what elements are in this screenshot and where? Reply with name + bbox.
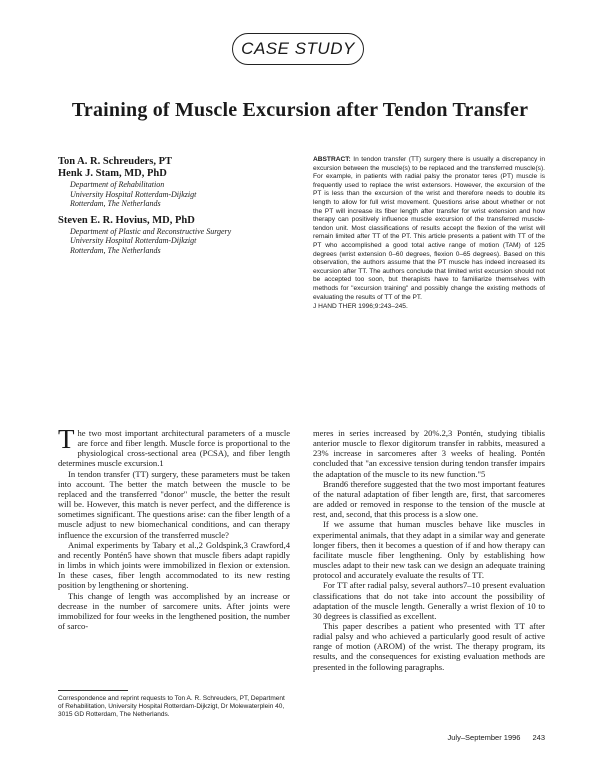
section-label: CASE STUDY xyxy=(241,39,355,58)
body-paragraph: This change of length was accomplished by an increase or decrease in the number of sarcomere units. After joints were immobilized for four weeks in the lengthened position, the number of sarco- xyxy=(58,590,290,631)
body-paragraph: In tendon transfer (TT) surgery, these parameters must be taken into account. The better the match between the muscle to be replaced and the transferred "donor" muscle, the better the result will be. However, this match is never perfect, and the difference is sometimes significant. The questions arise: can the fiber length of a muscle adjust to new biomechanical conditions, and can therapy influence the excursion of the transferred muscle? xyxy=(58,468,290,540)
drop-cap: T xyxy=(58,424,75,454)
author-affiliation-line: Department of Plastic and Reconstructive Surgery xyxy=(70,226,232,236)
body-paragraph: For TT after radial palsy, several authors7–10 present evaluation classifications that do not take into account the possibility of adaptation of the muscle length. Generally a wrist flexion of 10 to 30 degrees is classified as excellent. xyxy=(313,580,545,621)
footnote-divider xyxy=(58,690,128,691)
author-block xyxy=(58,156,298,255)
body-paragraph: If we assume that human muscles behave like muscles in experimental animals, that they adapt in a similar way and generate longer fibers, then it becomes a question of if and how therapy can facilitate muscle fiber lengthening. Only by establishing how muscles adapt to their new task can we design an adequate training protocol and accurately evaluate the results of TT. xyxy=(313,519,545,581)
body-column-left xyxy=(58,424,290,631)
body-paragraph: The two most important architectural parameters of a muscle are force and fiber length. Muscle force is proportional to the physiological cross-sectional area (PCSA), and fiber length determines muscle excursion.1 xyxy=(58,424,290,469)
author-name: Ton A. R. Schreuders, PT xyxy=(58,156,173,167)
author-name: Henk J. Stam, MD, PhD xyxy=(58,168,167,179)
page-footer xyxy=(313,733,545,742)
abstract-text: In tendon transfer (TT) surgery there is usually a discrepancy in excursion between the muscle(s) to be replaced and the transferred muscle(s). For example, in patients with radial palsy the pronator teres (PT) muscle is frequently used to replace the wrist extensors. However, the excursion of the PT is less than the excursion of the wrist and therefore needs to double its length to allow for full wrist movement. Questions arise about whether or not the PT will increase its fiber length after transfer for wrist extension and how therapy can positively influence muscle excursion of the transferred muscle-tendon unit. Most classifications of results accept the flexion of the wrist will remain limited after TT of the PT. This article presents a patient with TT of the PT who accomplished a good total active range of motion (TAM) of 125 degrees (wrist extension 0–60 degrees, flexion 0–65 degrees). Based on this observation, the authors assume that the PT muscle has indeed increased its excursion after TT. The authors conclude that limited wrist excursion should not be accepted too soon, but therapists have to familiarize themselves with methods for "excursion training" and possibly change the existing methods of evaluating the results of TT of the PT. xyxy=(313,156,545,301)
body-paragraph: Animal experiments by Tabary et al.,2 Goldspink,3 Crawford,4 and recently Pontén5 have shown that muscle fibers adapt rapidly in limbs in which joints were immobilized in flexion or extension. In these cases, fiber length accommodated to its new resting position by lengthening or shortening. xyxy=(58,539,290,591)
abstract xyxy=(313,156,545,312)
correspondence-footnote: Correspondence and reprint requests to Ton A. R. Schreuders, PT, Department of Rehabilitation, University Hospital Rotterdam-Dijkzigt, Dr Molewaterplein 40, 3015 GD Rotterdam, The Netherlands. xyxy=(58,695,285,719)
page-number: 243 xyxy=(532,733,545,742)
body-paragraph: Brand6 therefore suggested that the two most important features of the natural adaptation of fiber length are, first, that sarcomeres are added or removed in response to the tension of the muscle at rest, and, second, that this process is a slow one. xyxy=(313,478,545,520)
author-name: Steven E. R. Hovius, MD, PhD xyxy=(58,214,195,226)
section-label-box xyxy=(232,33,364,65)
body-paragraph: meres in series increased by 20%.2,3 Pontén, studying tibialis anterior muscle to flexor digitorum transfer in rabbits, measured a 23% increase in sarcomeres after 3 weeks of healing. Pontén concluded that "an excessive tension during tendon transfer impairs the adaptation of the muscle to its new function."5 xyxy=(313,428,545,479)
body-paragraph: This paper describes a patient who presented with TT after radial palsy and who achieved a particularly good result of active range of motion (AROM) of the wrist. The therapy program, its results, and the consequences for existing evaluation methods are presented in the following paragraphs. xyxy=(313,620,545,672)
body-column-right xyxy=(313,428,545,672)
abstract-label: ABSTRACT: xyxy=(313,156,351,163)
article-title: Training of Muscle Excursion after Tendon Transfer xyxy=(71,99,529,121)
author-affiliation-line: Rotterdam, The Netherlands xyxy=(70,245,161,255)
author-affiliation-line: University Hospital Rotterdam-Dijkzigt xyxy=(70,236,197,245)
author-affiliation-line: Department of Rehabilitation xyxy=(70,180,165,189)
journal-citation: J HAND THER 1996;9:243–245. xyxy=(313,303,408,311)
author-affiliation-line: Rotterdam, The Netherlands xyxy=(70,199,161,208)
issue-date: July–September 1996 xyxy=(447,733,521,742)
author-affiliation-line: University Hospital Rotterdam-Dijkzigt xyxy=(70,189,197,199)
